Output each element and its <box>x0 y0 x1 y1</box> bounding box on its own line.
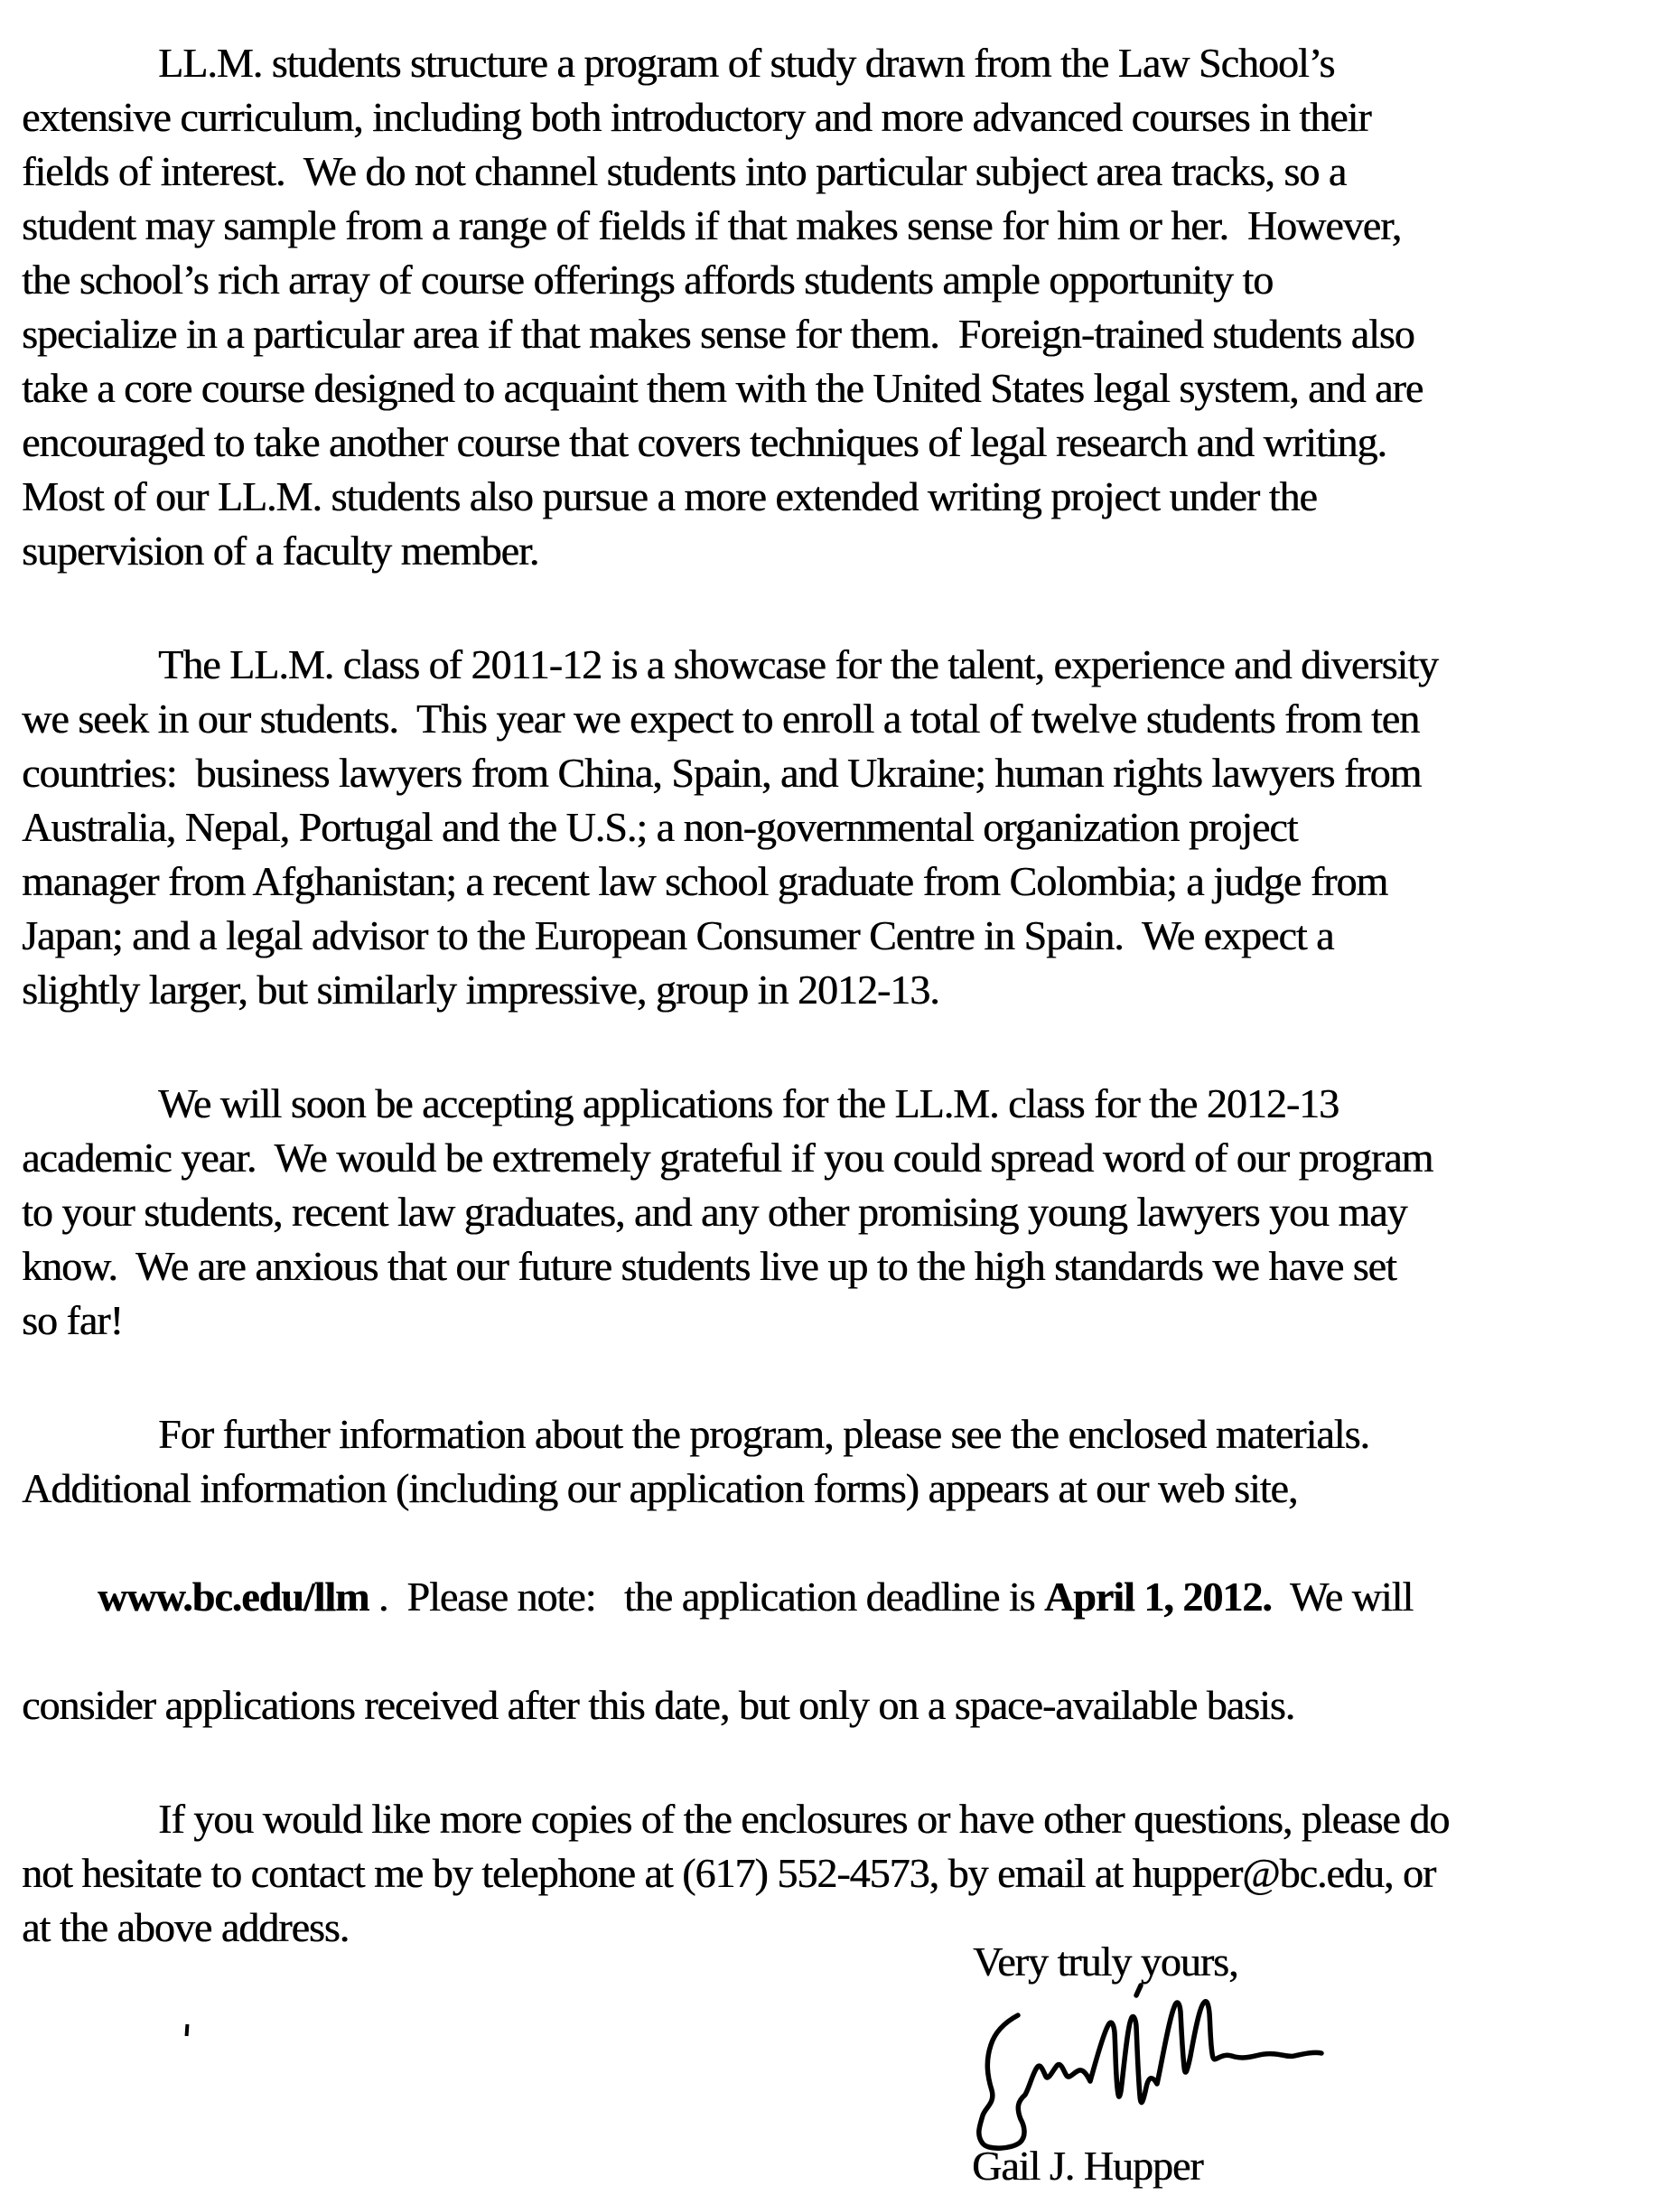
text-line: LL.M. students structure a program of study drawn from the Law School’s <box>158 40 1335 86</box>
letter-body <box>22 36 1653 2014</box>
text-line: the school’s rich array of course offerings affords students ample opportunity to <box>22 257 1274 303</box>
signer-name: Gail J. Hupper <box>972 2143 1203 2189</box>
text-line: not hesitate to contact me by telephone at (617) 552-4573, by email at hupper@bc.edu, or <box>22 1850 1436 1896</box>
text-line: fields of interest. We do not channel students into particular subject area tracks, so a <box>22 148 1347 194</box>
text-line: extensive curriculum, including both introductory and more advanced courses in their <box>22 94 1371 140</box>
line-text: We will <box>1271 1574 1414 1620</box>
text-line: encouraged to take another course that covers techniques of legal research and writing. <box>22 419 1386 465</box>
text-line-rich <box>22 1516 1653 1678</box>
paragraph <box>22 36 1653 578</box>
text-line: The LL.M. class of 2011-12 is a showcase for the talent, experience and diversity <box>158 641 1438 687</box>
paragraph <box>22 1407 1653 1733</box>
handwritten-signature <box>974 1980 1335 2153</box>
text-line: academic year. We would be extremely grateful if you could spread word of our program <box>22 1135 1433 1181</box>
paragraph <box>22 1792 1653 1955</box>
text-line: to your students, recent law graduates, and any other promising young lawyers you may <box>22 1189 1407 1235</box>
text-line: take a core course designed to acquaint them with the United States legal system, and are <box>22 365 1423 411</box>
line-text: . Please note: the application deadline is <box>369 1574 1044 1620</box>
text-line: We will soon be accepting applications for the LL.M. class for the 2012-13 <box>158 1080 1339 1126</box>
text-line: specialize in a particular area if that makes sense for them. Foreign-trained students also <box>22 311 1414 357</box>
text-line: supervision of a faculty member. <box>22 528 539 574</box>
bold-deadline-text: April 1, 2012. <box>1043 1574 1272 1620</box>
text-line: manager from Afghanistan; a recent law school graduate from Colombia; a judge from <box>22 858 1388 904</box>
text-line: Most of our LL.M. students also pursue a more extended writing project under the <box>22 473 1317 519</box>
text-line: know. We are anxious that our future students live up to the high standards we have set <box>22 1243 1396 1289</box>
bold-url-text: www.bc.edu/llm <box>98 1574 369 1620</box>
text-line: student may sample from a range of fields if that makes sense for him or her. However, <box>22 202 1402 248</box>
text-line: slightly larger, but similarly impressive, group in 2012-13. <box>22 967 939 1013</box>
scan-artifact-dot <box>185 2024 190 2036</box>
signature-tick-mark <box>1136 1985 1141 1995</box>
text-line: we seek in our students. This year we expect to enroll a total of twelve students from ten <box>22 696 1420 742</box>
text-line: If you would like more copies of the enclosures or have other questions, please do <box>158 1796 1450 1842</box>
text-line: Additional information (including our application forms) appears at our web site, <box>22 1465 1298 1511</box>
signature-scrawl <box>979 2002 1321 2148</box>
text-line: countries: business lawyers from China, Spain, and Ukraine; human rights lawyers from <box>22 750 1422 796</box>
text-line: For further information about the program, please see the enclosed materials. <box>158 1411 1369 1457</box>
text-line: consider applications received after this date, but only on a space-available basis. <box>22 1682 1295 1728</box>
valediction: Very truly yours, <box>973 1938 1238 1985</box>
text-line: Japan; and a legal advisor to the European Consumer Centre in Spain. We expect a <box>22 912 1334 958</box>
paragraph <box>22 638 1653 1017</box>
paragraph <box>22 1077 1653 1348</box>
text-line: so far! <box>22 1297 123 1343</box>
text-line: Australia, Nepal, Portugal and the U.S.; a non-governmental organization project <box>22 804 1298 850</box>
text-line: at the above address. <box>22 1904 350 1950</box>
